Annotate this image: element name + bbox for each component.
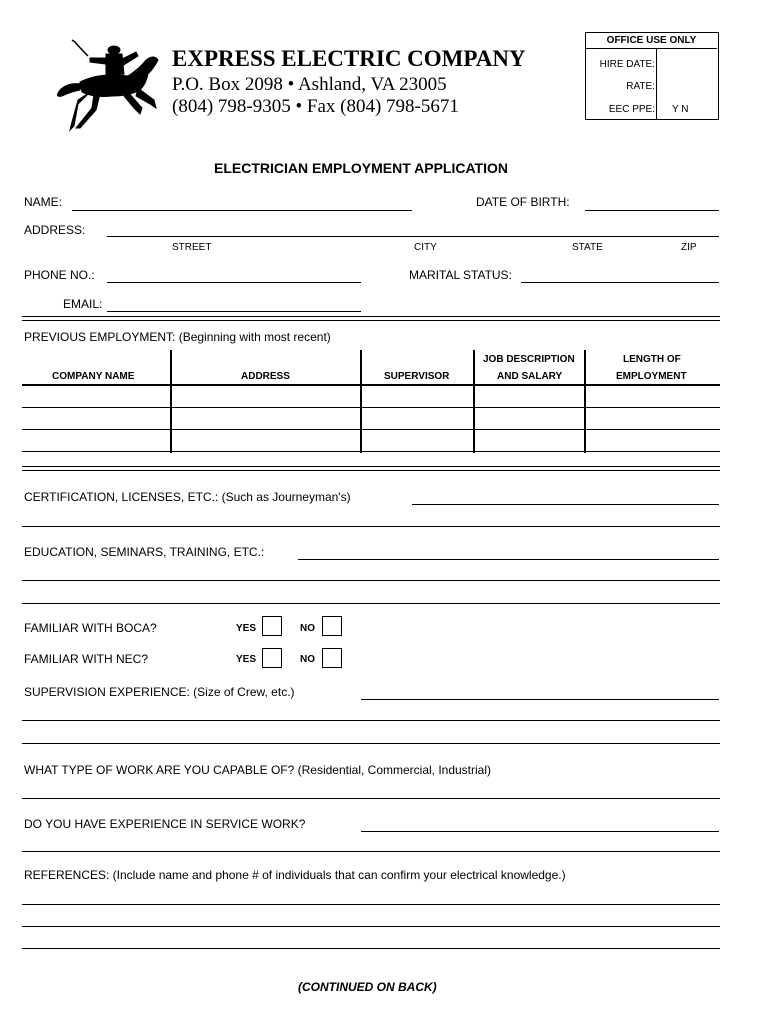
work-type-label: WHAT TYPE OF WORK ARE YOU CAPABLE OF? (Residential, Commercial, Industrial) (24, 763, 492, 777)
phone-label: PHONE NO.: (24, 268, 95, 282)
form-title: ELECTRICIAN EMPLOYMENT APPLICATION (214, 160, 508, 176)
office-use-divider (656, 48, 657, 120)
name-label: NAME: (24, 195, 63, 209)
supervision-field[interactable] (361, 685, 719, 700)
nec-no-label: NO (300, 654, 315, 665)
boca-no-label: NO (300, 623, 315, 634)
marital-label: MARITAL STATUS: (409, 268, 512, 282)
col-employment: EMPLOYMENT (616, 371, 687, 382)
dob-field[interactable] (585, 196, 719, 211)
col-and-salary: AND SALARY (497, 371, 563, 382)
nec-label: FAMILIAR WITH NEC? (24, 652, 149, 666)
eec-ppe-label: EEC PPE: (608, 104, 655, 115)
certification-field[interactable] (412, 490, 719, 505)
answer-line[interactable] (22, 851, 720, 852)
col-length-of: LENGTH OF (623, 354, 681, 365)
address-field[interactable] (107, 222, 719, 237)
divider (22, 466, 720, 467)
nec-yes-label: YES (236, 654, 257, 665)
col-supervisor: SUPERVISOR (384, 371, 450, 382)
dob-label: DATE OF BIRTH: (476, 195, 570, 209)
email-label: EMAIL: (63, 297, 103, 311)
nec-no-checkbox[interactable] (322, 648, 342, 668)
boca-no-checkbox[interactable] (322, 616, 342, 636)
col-job-description: JOB DESCRIPTION (483, 354, 575, 365)
col-address: ADDRESS (241, 371, 290, 382)
company-address: P.O. Box 2098 • Ashland, VA 23005 (172, 74, 447, 95)
supervision-label: SUPERVISION EXPERIENCE: (Size of Crew, etc.) (24, 685, 295, 699)
address-label: ADDRESS: (24, 223, 86, 237)
answer-line[interactable] (22, 743, 720, 744)
city-caption: CITY (414, 242, 437, 253)
answer-line[interactable] (22, 798, 720, 799)
marital-field[interactable] (521, 268, 719, 283)
email-field[interactable] (107, 297, 361, 312)
col-company-name: COMPANY NAME (52, 371, 135, 382)
previous-employment-heading: PREVIOUS EMPLOYMENT: (Beginning with most recent) (24, 330, 331, 344)
answer-line[interactable] (22, 526, 720, 527)
nec-yes-checkbox[interactable] (262, 648, 282, 668)
zip-caption: ZIP (681, 242, 697, 253)
column-divider (473, 350, 475, 453)
certification-label: CERTIFICATION, LICENSES, ETC.: (Such as Journeyman's) (24, 490, 351, 504)
hire-date-label: HIRE DATE: (599, 59, 655, 70)
column-divider (584, 350, 586, 453)
education-field[interactable] (298, 545, 719, 560)
answer-line[interactable] (22, 926, 720, 927)
references-label: REFERENCES: (Include name and phone # of individuals that can confirm your electrical knowledge.) (24, 868, 566, 882)
rate-label: RATE: (626, 81, 655, 92)
column-divider (170, 350, 172, 453)
company-phone: (804) 798-9305 • Fax (804) 798-5671 (172, 96, 459, 117)
eec-ppe-options: Y N (672, 104, 689, 115)
name-field[interactable] (72, 196, 412, 211)
answer-line[interactable] (22, 720, 720, 721)
table-row-line (22, 429, 720, 430)
office-use-title: OFFICE USE ONLY (586, 33, 717, 49)
service-work-label: DO YOU HAVE EXPERIENCE IN SERVICE WORK? (24, 817, 306, 831)
service-work-field[interactable] (361, 817, 719, 832)
answer-line[interactable] (22, 580, 720, 581)
continued-footer: (CONTINUED ON BACK) (298, 980, 437, 994)
horse-rider-logo (50, 38, 162, 136)
employment-table (22, 350, 720, 453)
table-row-line (22, 451, 720, 452)
table-row-line (22, 407, 720, 408)
divider (22, 316, 720, 317)
answer-line[interactable] (22, 904, 720, 905)
divider (22, 320, 720, 321)
street-caption: STREET (172, 242, 212, 253)
boca-label: FAMILIAR WITH BOCA? (24, 621, 157, 635)
boca-yes-checkbox[interactable] (262, 616, 282, 636)
boca-yes-label: YES (236, 623, 257, 634)
education-label: EDUCATION, SEMINARS, TRAINING, ETC.: (24, 545, 265, 559)
answer-line[interactable] (22, 603, 720, 604)
table-row-line (22, 384, 720, 386)
answer-line[interactable] (22, 948, 720, 949)
column-divider (360, 350, 362, 453)
company-name: EXPRESS ELECTRIC COMPANY (172, 46, 526, 71)
phone-field[interactable] (107, 268, 361, 283)
divider (22, 470, 720, 471)
office-use-box (585, 32, 719, 120)
state-caption: STATE (572, 242, 603, 253)
